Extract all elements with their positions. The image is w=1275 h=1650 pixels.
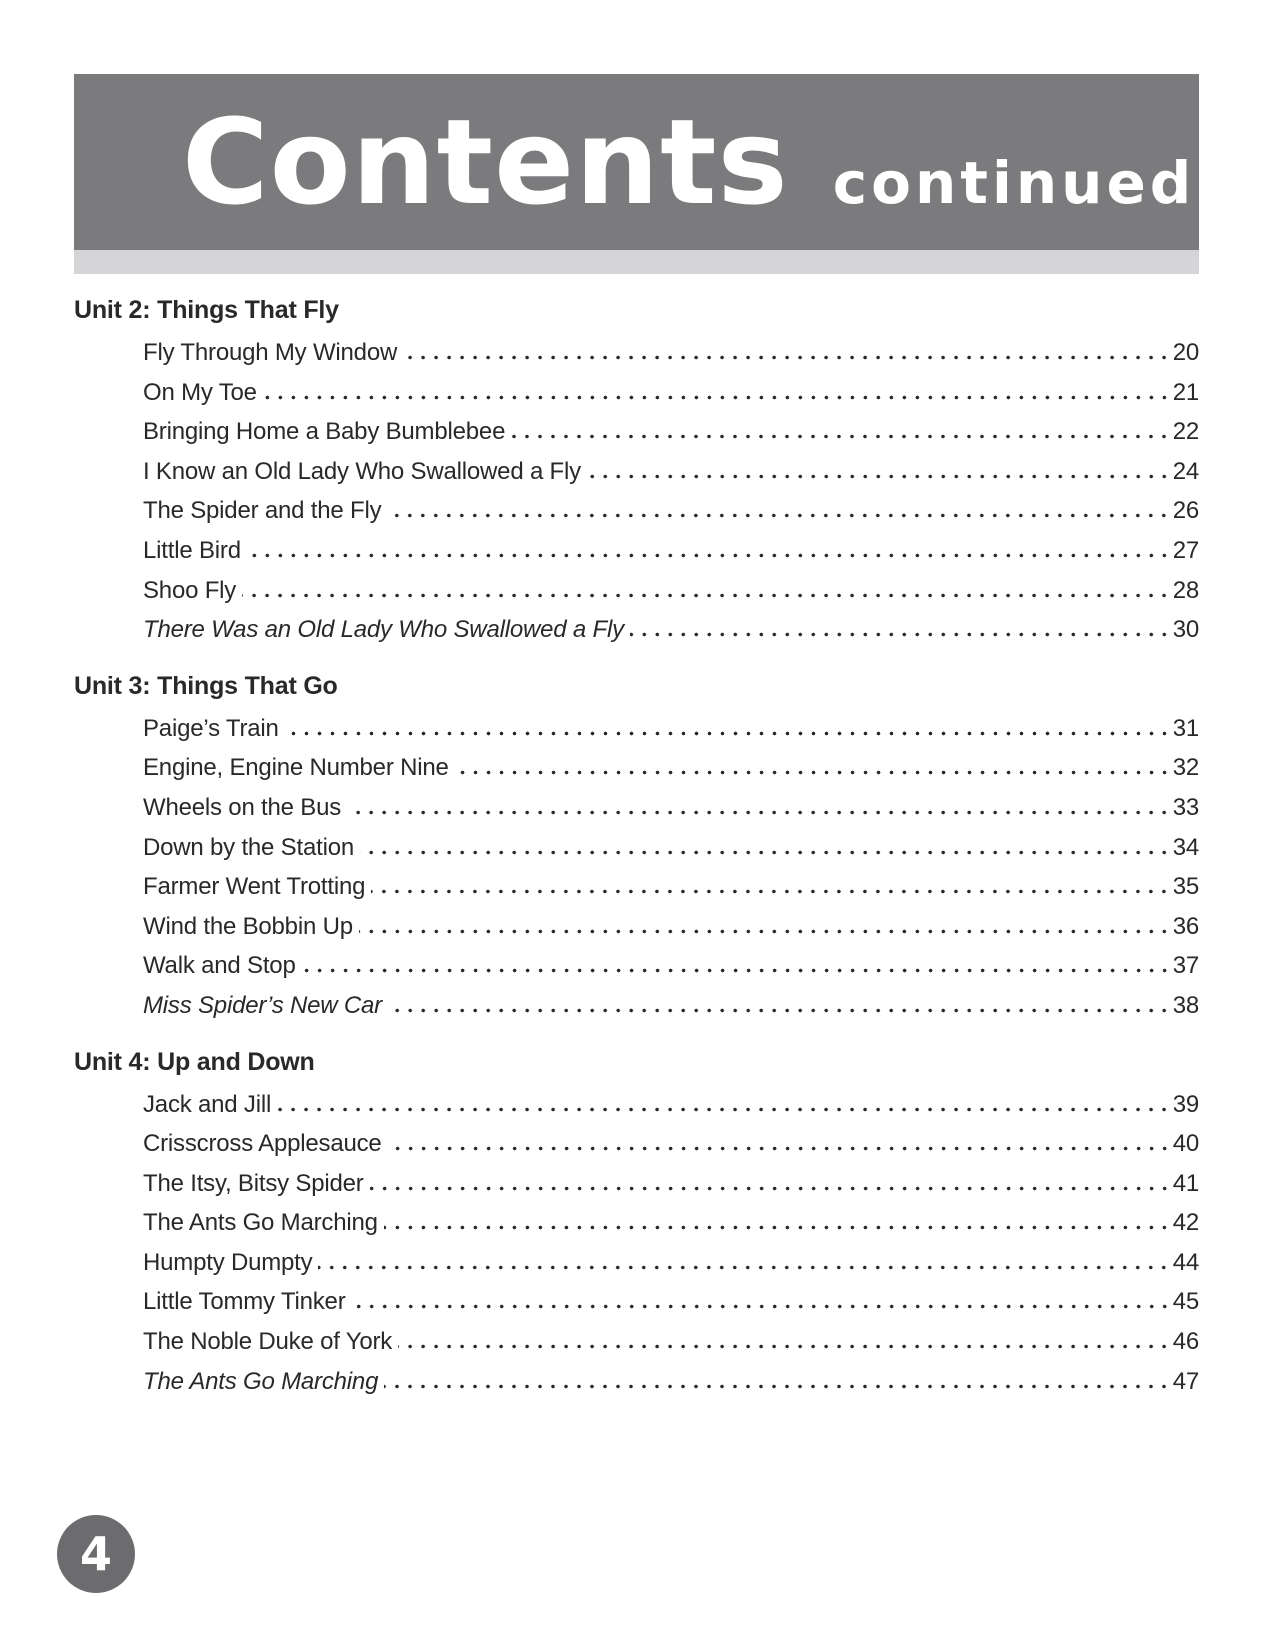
dot-leader xyxy=(388,1146,1171,1151)
toc-entry xyxy=(74,412,1199,452)
unit-section xyxy=(74,671,1199,1026)
entry-page-number: 28 xyxy=(1172,576,1199,604)
entry-title: The Itsy, Bitsy Spider xyxy=(143,1169,364,1197)
toc-entry xyxy=(74,788,1199,828)
entry-title: Farmer Went Trotting xyxy=(143,873,366,901)
entry-title: Fly Through My Window xyxy=(143,339,398,366)
entry-page-number: 46 xyxy=(1172,1328,1199,1356)
toc-entry xyxy=(74,1322,1199,1362)
entry-title: Little Bird xyxy=(143,536,241,564)
dot-leader xyxy=(247,553,1171,558)
dot-leader xyxy=(263,395,1171,400)
toc-entry xyxy=(74,1124,1199,1164)
entry-title: There Was an Old Lady Who Swallowed a Fly xyxy=(143,616,624,644)
unit-heading: Unit 3: Things That Go xyxy=(74,671,338,700)
toc-entry xyxy=(74,373,1199,413)
toc-entry xyxy=(74,452,1199,492)
toc-entry xyxy=(74,946,1199,986)
entry-page-number: 38 xyxy=(1172,991,1199,1019)
toc-entry xyxy=(74,531,1199,571)
dot-leader xyxy=(347,810,1171,815)
table-of-contents xyxy=(74,274,1199,1401)
dot-leader xyxy=(388,1008,1171,1013)
dot-leader xyxy=(403,355,1171,360)
entry-page-number: 42 xyxy=(1172,1209,1199,1237)
entry-page-number: 33 xyxy=(1172,793,1199,821)
dot-leader xyxy=(455,770,1171,775)
unit-section xyxy=(74,1047,1199,1402)
banner-title-group xyxy=(182,93,1196,231)
unit-section xyxy=(74,295,1199,650)
unit-heading: Unit 2: Things That Fly xyxy=(74,296,339,324)
toc-entry xyxy=(74,571,1199,611)
entry-page-number: 36 xyxy=(1172,912,1199,940)
page-title-continued-label: continued xyxy=(832,149,1196,217)
entry-title: The Spider and the Fly xyxy=(143,497,382,525)
page-title: Contents xyxy=(182,93,789,231)
entry-title: Down by the Station xyxy=(143,833,354,861)
toc-entry xyxy=(74,907,1199,947)
page-number-badge xyxy=(57,1515,135,1593)
entry-page-number: 32 xyxy=(1172,754,1199,782)
toc-entry xyxy=(74,1203,1199,1243)
entry-page-number: 47 xyxy=(1172,1367,1199,1395)
entry-page-number: 37 xyxy=(1172,952,1199,980)
entry-title: Jack and Jill xyxy=(143,1090,272,1118)
dot-leader xyxy=(511,434,1170,439)
entry-page-number: 31 xyxy=(1172,714,1199,742)
toc-entry xyxy=(74,867,1199,907)
dot-leader xyxy=(384,1225,1171,1230)
entry-title: I Know an Old Lady Who Swallowed a Fly xyxy=(143,457,581,485)
entry-page-number: 40 xyxy=(1172,1130,1199,1158)
entry-page-number: 30 xyxy=(1172,616,1199,644)
dot-leader xyxy=(302,968,1171,973)
toc-entry xyxy=(74,1243,1199,1283)
entry-title: The Noble Duke of York xyxy=(143,1328,393,1356)
toc-entry xyxy=(74,709,1199,749)
entry-page-number: 45 xyxy=(1172,1288,1199,1316)
toc-entry xyxy=(74,1164,1199,1204)
dot-leader xyxy=(285,731,1171,736)
entry-title: Bringing Home a Baby Bumblebee xyxy=(143,418,506,446)
entry-title: Engine, Engine Number Nine xyxy=(143,754,449,782)
toc-entry xyxy=(74,1362,1199,1402)
unit-entries xyxy=(74,333,1199,650)
entry-page-number: 39 xyxy=(1172,1090,1199,1118)
entry-page-number: 20 xyxy=(1172,339,1199,366)
entry-page-number: 34 xyxy=(1172,833,1199,861)
dot-leader xyxy=(360,850,1171,855)
entry-title: Humpty Dumpty xyxy=(143,1248,313,1276)
dot-leader xyxy=(242,593,1171,598)
page-number: 4 xyxy=(79,1527,112,1581)
toc-entry xyxy=(74,1282,1199,1322)
entry-page-number: 44 xyxy=(1172,1248,1199,1276)
entry-page-number: 22 xyxy=(1172,418,1199,446)
entry-page-number: 41 xyxy=(1172,1169,1199,1197)
dot-leader xyxy=(587,474,1171,479)
dot-leader xyxy=(370,1186,1171,1191)
unit-heading: Unit 4: Up and Down xyxy=(74,1047,315,1076)
toc-entry xyxy=(74,333,1199,373)
unit-entries xyxy=(74,1085,1199,1402)
entry-title: Paige’s Train xyxy=(143,714,279,742)
dot-leader xyxy=(398,1344,1171,1349)
entry-title: Shoo Fly xyxy=(143,576,237,604)
toc-entry xyxy=(74,986,1199,1026)
entry-title: On My Toe xyxy=(143,378,257,406)
entry-page-number: 24 xyxy=(1172,457,1199,485)
entry-title: Wheels on the Bus xyxy=(143,793,342,821)
dot-leader xyxy=(387,513,1170,518)
toc-entry xyxy=(74,828,1199,868)
toc-entry xyxy=(74,1085,1199,1125)
entry-page-number: 26 xyxy=(1172,497,1199,525)
entry-page-number: 35 xyxy=(1172,873,1199,901)
toc-entry xyxy=(74,748,1199,788)
dot-leader xyxy=(371,889,1170,894)
entry-title: Little Tommy Tinker xyxy=(143,1288,346,1316)
entry-title: Crisscross Applesauce xyxy=(143,1130,382,1158)
dot-leader xyxy=(352,1304,1171,1309)
unit-entries xyxy=(74,709,1199,1026)
entry-title: Wind the Bobbin Up xyxy=(143,912,353,940)
dot-leader xyxy=(630,632,1171,637)
toc-entry xyxy=(74,491,1199,531)
entry-page-number: 21 xyxy=(1172,378,1199,406)
contents-banner xyxy=(74,74,1199,250)
dot-leader xyxy=(277,1107,1171,1112)
entry-title: The Ants Go Marching xyxy=(143,1367,379,1395)
entry-page-number: 27 xyxy=(1172,536,1199,564)
dot-leader xyxy=(359,929,1171,934)
dot-leader xyxy=(384,1384,1170,1389)
dot-leader xyxy=(318,1265,1170,1270)
entry-title: Walk and Stop xyxy=(143,952,296,980)
toc-entry xyxy=(74,610,1199,650)
entry-title: Miss Spider’s New Car xyxy=(143,991,382,1019)
entry-title: The Ants Go Marching xyxy=(143,1209,378,1237)
banner-underline-strip xyxy=(74,250,1199,274)
